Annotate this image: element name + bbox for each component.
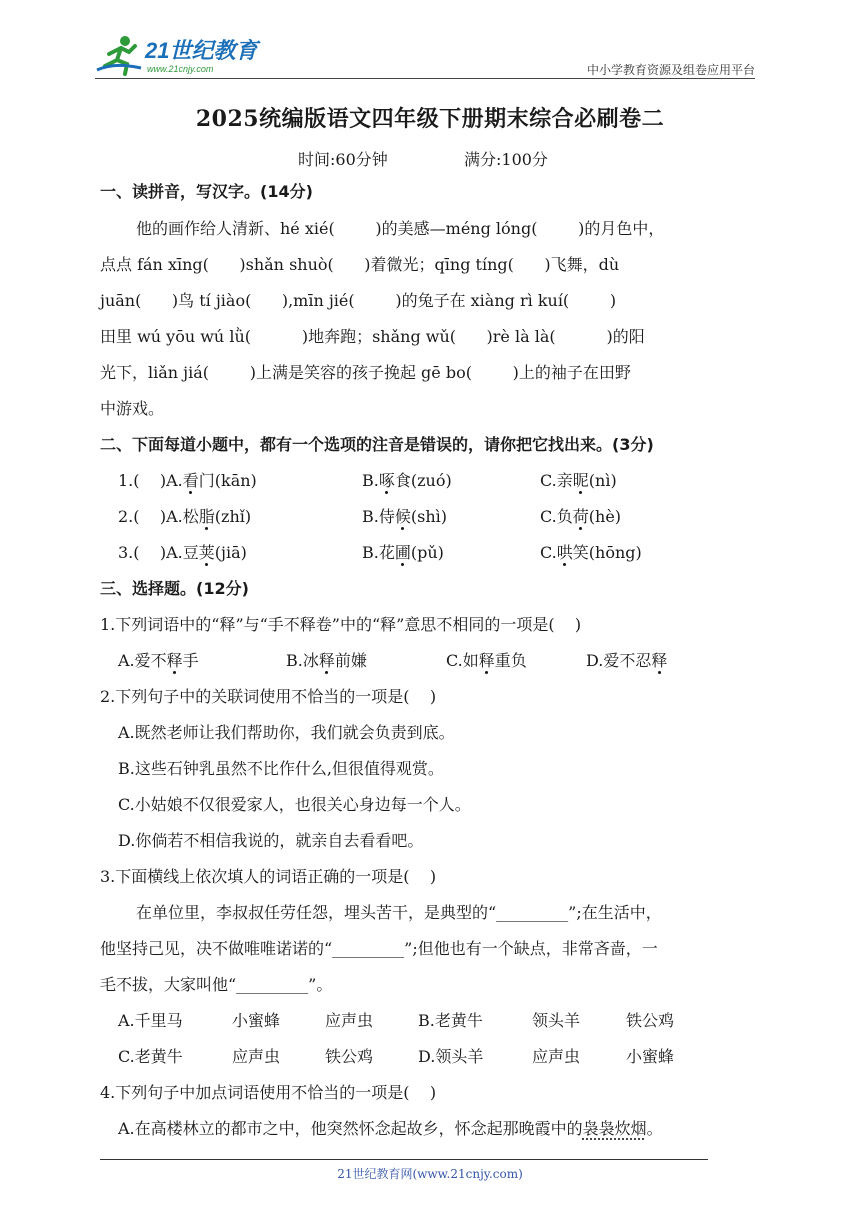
q2-option: B.这些石钟乳虽然不比作什么,但很值得观赏。 (118, 759, 444, 778)
q1-option: C.如释重负 (446, 651, 527, 670)
exam-time: 时间:60分钟 (298, 150, 388, 169)
q3-option: C.老黄牛 (118, 1047, 183, 1066)
q2-option: C.小姑娘不仅很爱家人，也很关心身边每一个人。 (118, 795, 471, 814)
q3-option: D.领头羊 (418, 1047, 484, 1066)
s2-option: C.负荷(hè) (540, 507, 622, 526)
svg-text:www.21cnjy.com: www.21cnjy.com (147, 64, 214, 74)
q3-stem: 3.下面横线上依次填人的词语正确的一项是( ) (100, 867, 437, 886)
s1-line: 光下，liǎn jiá( )上满是笑容的孩子挽起 gē bo( )上的袖子在田野 (100, 363, 631, 382)
section-1-heading: 一、读拼音，写汉字。(14分) (100, 182, 313, 201)
q2-option: A.既然老师让我们帮助你，我们就会负责到底。 (118, 723, 455, 742)
platform-name: 中小学教育资源及组卷应用平台 (586, 63, 755, 77)
q4-option: A.在高楼林立的都市之中，他突然怀念起故乡，怀念起那晚霞中的袅袅炊烟。 (118, 1119, 663, 1138)
q1-stem: 1.下列词语中的“释”与“手不释卷”中的“释”意思不相同的一项是( ) (100, 615, 582, 634)
q3-option: 领头羊 (532, 1011, 581, 1030)
footer-divider (100, 1159, 708, 1160)
s2-option: B.侍候(shì) (362, 507, 447, 526)
page-title: 2025统编版语文四年级下册期末综合必刷卷二 (195, 106, 665, 132)
q3-option: 铁公鸡 (325, 1047, 374, 1066)
q3-option: 小蜜蜂 (232, 1011, 281, 1030)
s2-option: B.啄食(zuó) (362, 471, 452, 490)
section-3-heading: 三、选择题。(12分) (100, 579, 249, 598)
dotted-phrase: 袅袅炊烟 (582, 1119, 647, 1138)
s2-option: 1.( )A.看门(kān) (118, 471, 257, 490)
q3-option: 应声虫 (232, 1047, 281, 1066)
s2-option: C.亲昵(nì) (540, 471, 617, 490)
q3-option: 铁公鸡 (626, 1011, 675, 1030)
q3-passage: 毛不拔，大家叫他“_________”。 (100, 975, 333, 994)
q3-option: B.老黄牛 (418, 1011, 483, 1030)
q2-stem: 2.下列句子中的关联词使用不恰当的一项是( ) (100, 687, 437, 706)
page-header (95, 34, 755, 80)
s1-line: juān( )鸟 tí jiào( ),mīn jié( )的兔子在 xiàng rì kuí( ) (100, 291, 617, 310)
q1-option: D.爱不忍释 (586, 651, 668, 670)
runner-icon (97, 36, 141, 74)
s2-option: 2.( )A.松脂(zhǐ) (118, 507, 252, 526)
q1-option: A.爱不释手 (118, 651, 199, 670)
q3-passage: 他坚持己见，决不做唯唯诺诺的“_________”;但他也有一个缺点，非常吝啬，一 (100, 939, 658, 958)
q3-passage: 在单位里，李叔叔任劳任怨，埋头苦干，是典型的“_________”;在生活中， (136, 903, 662, 922)
footer-site: 21世纪教育网(www.21cnjy.com) (337, 1167, 523, 1181)
s2-option: 3.( )A.豆荚(jiā) (118, 543, 247, 562)
site-logo (95, 34, 270, 76)
q4-stem: 4.下列句子中加点词语使用不恰当的一项是( ) (100, 1083, 437, 1102)
s1-line: 田里 wú yōu wú lǜ( )地奔跑；shǎng wǔ( )rè là là( )的阳 (100, 327, 645, 346)
q3-option: 应声虫 (325, 1011, 374, 1030)
q3-option: A.千里马 (118, 1011, 183, 1030)
exam-score: 满分:100分 (464, 150, 548, 169)
header-divider (95, 78, 755, 79)
q1-option: B.冰释前嫌 (286, 651, 367, 670)
section-2-heading: 二、下面每道小题中，都有一个选项的注音是错误的，请你把它找出来。(3分) (100, 435, 654, 454)
q3-option: 小蜜蜂 (626, 1047, 675, 1066)
svg-text:21世纪教育: 21世纪教育 (145, 38, 258, 63)
s1-line: 他的画作给人清新、hé xié( )的美感—méng lóng( )的月色中， (136, 219, 665, 238)
s2-option: B.花圃(pǔ) (362, 543, 444, 562)
s1-line: 中游戏。 (100, 399, 165, 418)
q2-option: D.你倘若不相信我说的，就亲自去看看吧。 (118, 831, 424, 850)
s1-line: 点点 fán xīng( )shǎn shuò( )着微光；qīng tíng( )飞舞，dù (100, 255, 620, 274)
q3-option: 应声虫 (532, 1047, 581, 1066)
s2-option: C.哄笑(hōng) (540, 543, 642, 562)
